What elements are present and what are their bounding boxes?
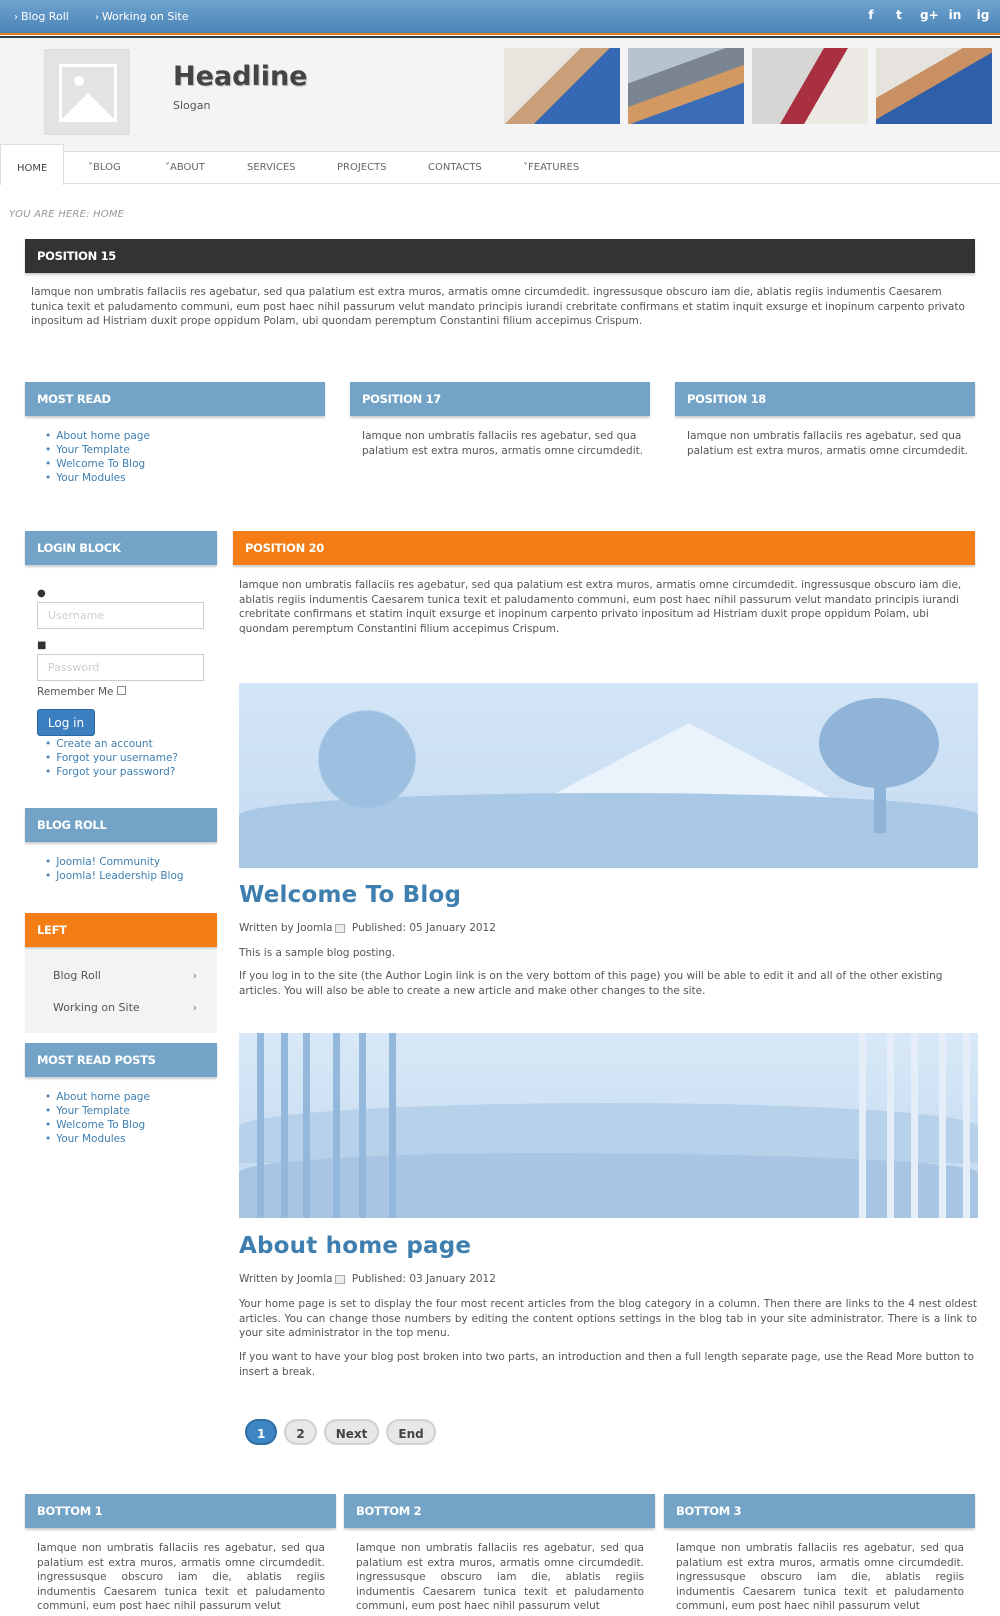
list-item[interactable]: • Your Template — [45, 1104, 150, 1118]
nav-services[interactable]: SERVICES — [247, 162, 296, 173]
remember-me-checkbox[interactable] — [117, 686, 126, 695]
social-icons — [864, 8, 990, 22]
position-18-text: Iamque non umbratis fallaciis res agebatur, sed qua palatium est extra muros, armatis omne circumdedit. — [687, 430, 969, 457]
article-meta: Written by Joomla Published: 05 January 2012 — [239, 922, 496, 934]
breadcrumb: YOU ARE HERE: HOME — [9, 209, 125, 220]
site-slogan: Slogan — [173, 99, 211, 112]
most-read-header: MOST READ — [25, 382, 325, 416]
left-menu-header: LEFT — [25, 913, 217, 947]
logo-placeholder-image[interactable] — [44, 49, 130, 135]
page-1-button[interactable]: 1 — [245, 1419, 277, 1445]
list-item[interactable]: • About home page — [45, 429, 150, 443]
google-plus-icon[interactable]: g+ — [920, 8, 939, 22]
gallery-photo-plumbing[interactable] — [504, 48, 620, 124]
position-17-text: Iamque non umbratis fallaciis res agebatur, sed qua palatium est extra muros, armatis omne circumdedit. — [362, 430, 644, 457]
article-paragraph: If you log in to the site (the Author Login link is on the very bottom of this page) you will be able to edit it and all of the other existing articles. You will also be able to create a new article and make other changes to the site. — [239, 970, 943, 997]
list-item[interactable]: • Your Modules — [45, 471, 150, 485]
article-meta: Written by Joomla Published: 03 January 2012 — [239, 1273, 496, 1285]
list-item[interactable] — [45, 751, 178, 765]
left-menu-item-blog-roll[interactable]: Blog Roll › — [53, 969, 197, 982]
list-item[interactable]: • Welcome To Blog — [45, 1118, 150, 1132]
left-menu — [25, 951, 217, 1033]
article-paragraph: If you want to have your blog post broken into two parts, an introduction and then a full length separate page, use the Read More button to insert a break. — [239, 1351, 975, 1378]
top-link-working-on-site[interactable]: › Working on Site — [94, 10, 189, 23]
top-bar — [0, 0, 1000, 33]
nav-blog[interactable]: ˅BLOG — [88, 162, 121, 173]
top-link-blog-roll[interactable]: › Blog Roll — [14, 10, 69, 23]
site-header — [0, 39, 1000, 151]
forgot-username-link[interactable]: Forgot your username? — [56, 752, 178, 764]
chevron-right-icon: › — [192, 969, 197, 982]
header-gallery — [504, 48, 992, 124]
linkedin-icon[interactable]: in — [948, 8, 962, 22]
remember-me: Remember Me — [37, 686, 126, 698]
bottom-2-text: Iamque non umbratis fallaciis res agebatur, sed qua palatium est extra muros, armatis omne circumdedit. ingressusque obscuro iam die, ablatis regiis indumentis Caesarem tunica texit et paludamento communi, eum post haec nihil passurum velut — [356, 1542, 644, 1612]
username-input[interactable]: Username — [37, 602, 204, 629]
top-nav — [14, 10, 189, 23]
list-item[interactable]: • About home page — [45, 1090, 150, 1104]
instagram-icon[interactable]: ig — [976, 8, 990, 22]
list-item[interactable]: • Welcome To Blog — [45, 457, 150, 471]
nav-about[interactable]: ˅ABOUT — [165, 162, 205, 173]
blog-roll-list — [45, 855, 184, 883]
next-page-button[interactable]: Next — [324, 1419, 380, 1445]
chevron-down-icon: ˅ — [165, 162, 170, 173]
gallery-photo-technician[interactable] — [876, 48, 992, 124]
nav-contacts[interactable]: CONTACTS — [428, 162, 482, 173]
article-paragraph: Your home page is set to display the four most recent articles from the blog category in a column. Then there are links to the 4 nest oldest articles. You can change those numbers by editing the content options settings in the blog tab in your site administrator. There is a link to your site administrator in the top menu. — [239, 1298, 977, 1339]
calendar-icon — [335, 924, 345, 933]
end-page-button[interactable]: End — [386, 1419, 435, 1445]
site-headline: Headline — [173, 61, 308, 92]
list-item[interactable]: • Your Modules — [45, 1132, 150, 1146]
position-20-header: POSITION 20 — [233, 531, 975, 565]
blog-roll-header: BLOG ROLL — [25, 808, 217, 842]
list-item[interactable] — [45, 765, 178, 779]
chevron-down-icon: ˅ — [523, 162, 528, 173]
position-18-header: POSITION 18 — [675, 382, 975, 416]
main-nav — [0, 151, 1000, 184]
bottom-1-header: BOTTOM 1 — [25, 1494, 336, 1528]
most-read-posts-list — [45, 1090, 150, 1146]
bottom-1-text: Iamque non umbratis fallaciis res agebatur, sed qua palatium est extra muros, armatis omne circumdedit. ingressusque obscuro iam die, ablatis regiis indumentis Caesarem tunica texit et paludamento communi, eum post haec nihil passurum velut — [37, 1542, 325, 1612]
chevron-down-icon: ˅ — [88, 162, 93, 173]
most-read-list — [45, 429, 150, 485]
article-paragraph: This is a sample blog posting. — [239, 947, 396, 959]
bottom-2-header: BOTTOM 2 — [344, 1494, 655, 1528]
page-2-button[interactable]: 2 — [284, 1419, 316, 1445]
bottom-3-text: Iamque non umbratis fallaciis res agebatur, sed qua palatium est extra muros, armatis omne circumdedit. ingressusque obscuro iam die, ablatis regiis indumentis Caesarem tunica texit et paludamento communi, eum post haec nihil passurum velut — [676, 1542, 964, 1612]
position-20-text: Iamque non umbratis fallaciis res agebatur, sed qua palatium est extra muros, armatis omne circumdedit. ingressusque obscuro iam die, ablatis regiis indumentis Caesarem tunica texit et paludamento communi, eum post haec nihil passurum velut mandato principis iurandi crebritate confirmans et statim inquit exsurge et inopinum carpento privato inpositum ad Histriam duxit prope oppidum Polam, ubi quondam peremptum Constantini filium accepimus Crispum. — [239, 579, 962, 635]
position-15-text: Iamque non umbratis fallaciis res agebatur, sed qua palatium est extra muros, armatis omne circumdedit. ingressusque obscuro iam die, ablatis regiis indumentis Caesarem tunica texit et paludamento communi, eum post haec nihil passurum velut mandato principis iurandi crebritate confirmans et statim inquit exsurge et inopinum carpento privato inpositum ad Histriam duxit prope oppidum Polam, ubi quondam peremptum Constantini filium accepimus Crispum. — [31, 286, 965, 327]
bottom-3-header: BOTTOM 3 — [664, 1494, 975, 1528]
nav-projects[interactable]: PROJECTS — [337, 162, 387, 173]
left-menu-item-working-on-site[interactable]: Working on Site › — [53, 1001, 197, 1014]
lock-icon: ■ — [37, 640, 47, 651]
password-input[interactable]: Password — [37, 654, 204, 681]
position-17-header: POSITION 17 — [350, 382, 650, 416]
position-15-header: POSITION 15 — [25, 239, 975, 273]
nav-features[interactable]: ˅FEATURES — [523, 162, 580, 173]
list-item[interactable]: • Joomla! Leadership Blog — [45, 869, 184, 883]
article-title-welcome[interactable]: Welcome To Blog — [239, 882, 462, 908]
create-account-link[interactable]: Create an account — [56, 738, 153, 750]
article-banner-bamboo — [239, 1033, 978, 1218]
login-button[interactable]: Log in — [37, 709, 95, 736]
most-read-posts-header: MOST READ POSTS — [25, 1043, 217, 1077]
article-banner-mountain — [239, 683, 978, 868]
twitter-icon[interactable]: t — [896, 8, 902, 22]
user-icon: ● — [37, 588, 46, 599]
chevron-right-icon: › — [192, 1001, 197, 1014]
calendar-icon — [335, 1275, 345, 1284]
pagination — [245, 1419, 436, 1445]
nav-home[interactable]: HOME — [0, 144, 64, 185]
login-links — [45, 737, 178, 779]
list-item[interactable] — [45, 737, 178, 751]
list-item[interactable]: • Joomla! Community — [45, 855, 184, 869]
gallery-photo-heating[interactable] — [628, 48, 744, 124]
article-title-about[interactable]: About home page — [239, 1233, 472, 1259]
login-block-header: LOGIN BLOCK — [25, 531, 217, 565]
forgot-password-link[interactable]: Forgot your password? — [56, 766, 176, 778]
gallery-photo-thermostat[interactable] — [752, 48, 868, 124]
image-placeholder-icon — [59, 64, 117, 122]
facebook-icon[interactable]: f — [868, 8, 874, 22]
list-item[interactable]: • Your Template — [45, 443, 150, 457]
